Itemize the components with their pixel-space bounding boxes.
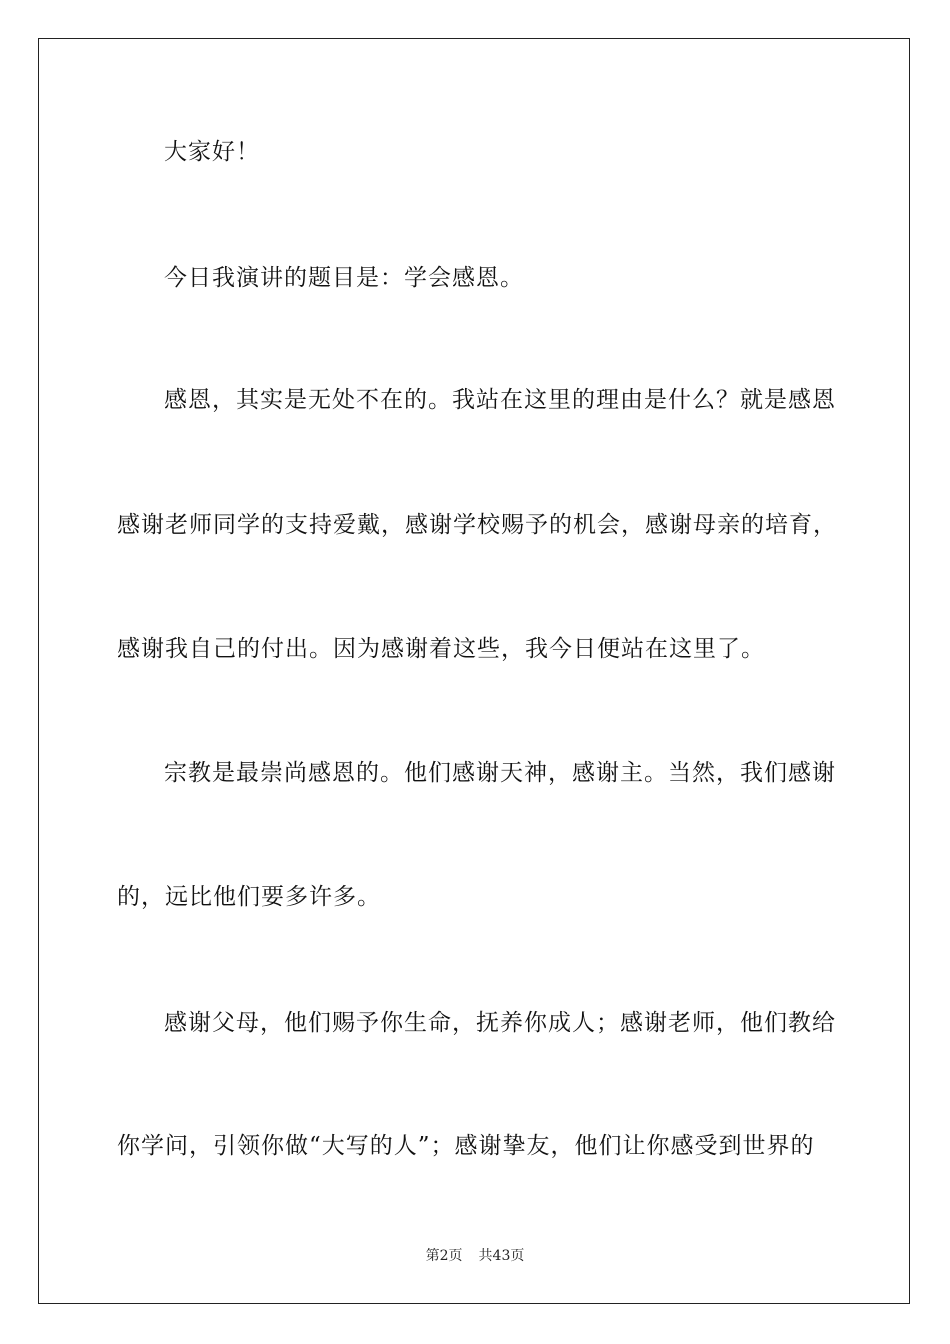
text-line: 宗教是最崇尚感恩的。他们感谢天神，感谢主。当然，我们感谢 (164, 760, 836, 786)
text-line: 你学问，引领你做“大写的人”；感谢挚友，他们让你感受到世界的 (117, 1133, 815, 1159)
text-line: 今日我演讲的题目是：学会感恩。 (164, 265, 524, 291)
text-line: 感谢我自己的付出。因为感谢着这些，我今日便站在这里了。 (117, 636, 765, 662)
text-line: 大家好！ (164, 139, 260, 165)
page-frame (38, 38, 910, 1304)
text-line: 的，远比他们要多许多。 (117, 884, 381, 910)
text-line: 感谢老师同学的支持爱戴，感谢学校赐予的机会，感谢母亲的培育， (117, 512, 837, 538)
page-footer (0, 1247, 950, 1265)
text-line: 感恩，其实是无处不在的。我站在这里的理由是什么？就是感恩 (164, 387, 836, 413)
text-line: 感谢父母，他们赐予你生命，抚养你成人；感谢老师，他们教给 (164, 1010, 836, 1036)
page-total: 共43页 (478, 1248, 525, 1264)
page-number: 第2页 (425, 1248, 463, 1264)
